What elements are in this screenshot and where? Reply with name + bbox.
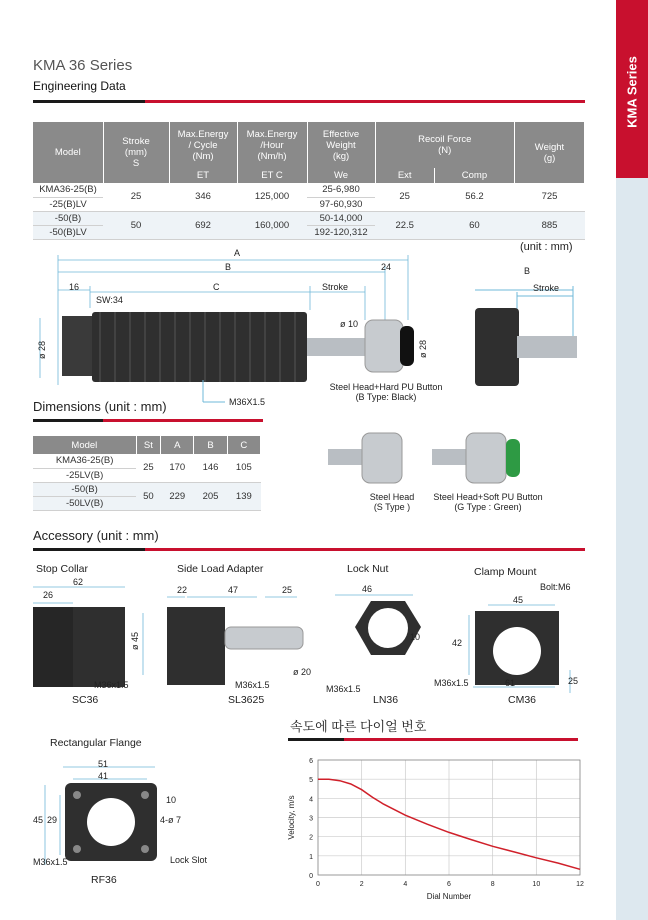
g-type-label: Steel Head+Soft PU Button (G Type : Green) xyxy=(433,492,543,512)
th-ext: Ext xyxy=(375,168,434,183)
th-dim-a: A xyxy=(161,436,194,454)
th-dim-st: St xyxy=(136,436,160,454)
cell: 50 xyxy=(136,482,160,510)
th-etc: ET C xyxy=(237,168,307,183)
x-tick-label: 4 xyxy=(403,881,408,888)
dimensions-table xyxy=(33,436,261,511)
sl-47: 47 xyxy=(228,585,239,595)
cm-45: 45 xyxy=(513,595,524,605)
cm-m36: M36x1.5 xyxy=(434,678,469,688)
cell: 25 xyxy=(136,454,160,482)
cell: 885 xyxy=(515,211,585,239)
rf-holes: 4-ø 7 xyxy=(160,815,182,825)
y-tick-label: 2 xyxy=(309,834,313,842)
side-load-adapter-title: Side Load Adapter xyxy=(177,563,264,575)
dim-phi28-right: ø 28 xyxy=(418,339,429,359)
y-tick-label: 4 xyxy=(309,796,313,804)
cell: 160,000 xyxy=(237,211,307,239)
cm-name: CM36 xyxy=(508,694,537,706)
rf-name: RF36 xyxy=(91,874,117,886)
cell: 22.5 xyxy=(375,211,434,239)
piston-rod xyxy=(307,338,367,356)
dimensions-title: Dimensions (unit : mm) xyxy=(33,399,167,414)
x-tick-label: 0 xyxy=(316,881,320,888)
y-tick-label: 6 xyxy=(309,758,313,765)
table-row xyxy=(33,211,585,225)
velocity-chart xyxy=(280,750,600,905)
th-et: ET xyxy=(169,168,237,183)
s-type-head xyxy=(362,433,402,483)
cell: KMA36-25(B) xyxy=(33,454,136,468)
cell: -50LV(B) xyxy=(33,496,136,510)
cell: -25(B)LV xyxy=(33,197,103,211)
s-type-label: Steel Head (S Type ) xyxy=(369,492,415,512)
cell: 56.2 xyxy=(434,183,514,211)
cell: 50-14,000 xyxy=(307,211,375,225)
sl-25: 25 xyxy=(282,585,293,595)
soft-pu-button xyxy=(506,439,520,477)
cell: 205 xyxy=(194,482,227,510)
th-recoil: Recoil Force (N) xyxy=(375,122,515,168)
dim-16: 16 xyxy=(69,282,80,292)
th-max-hour: Max.Energy /Hour (Nm/h) xyxy=(237,122,307,168)
th-dim-c: C xyxy=(227,436,260,454)
side-load-adapter-shape xyxy=(167,607,225,685)
dim-b: B xyxy=(225,262,232,272)
dimensions-bar xyxy=(33,419,263,422)
cell: 25 xyxy=(375,183,434,211)
b-type-label: Steel Head+Hard PU Button (B Type: Black) xyxy=(329,382,443,402)
cell: 146 xyxy=(194,454,227,482)
cell: 170 xyxy=(161,454,194,482)
rf-title: Rectangular Flange xyxy=(50,737,142,749)
cell: 97-60,930 xyxy=(307,197,375,211)
accessory-bar xyxy=(33,548,585,551)
dim-b2: B xyxy=(524,266,531,276)
chart-title: 속도에 따른 다이얼 번호 xyxy=(290,719,427,734)
dim-stroke2: Stroke xyxy=(533,283,560,293)
rf-10: 10 xyxy=(166,795,177,805)
table-row xyxy=(33,454,261,468)
rf-m36: M36x1.5 xyxy=(33,857,68,867)
x-tick-label: 10 xyxy=(532,881,541,888)
dim-c: C xyxy=(213,282,220,292)
sc-m36: M36x1.5 xyxy=(94,680,129,690)
sc-26: 26 xyxy=(43,590,54,600)
accessory-title: Accessory (unit : mm) xyxy=(33,528,159,543)
th-model: Model xyxy=(33,122,103,183)
x-axis-label: Dial Number xyxy=(426,892,472,901)
rf-lock-slot: Lock Slot xyxy=(170,855,208,865)
th-max-cycle: Max.Energy / Cycle (Nm) xyxy=(169,122,237,168)
dim-phi28-left: ø 28 xyxy=(37,340,48,360)
cell: -50(B) xyxy=(33,482,136,496)
sl-name: SL3625 xyxy=(228,694,265,706)
stroke-detail-drawing xyxy=(455,278,585,388)
sl-20: ø 20 xyxy=(293,667,312,677)
cell: 50 xyxy=(103,211,169,239)
th-dim-model: Model xyxy=(33,436,136,454)
chart-bar xyxy=(288,738,578,741)
sl-22: 22 xyxy=(177,585,188,595)
side-tab-label: KMA Series xyxy=(624,56,640,128)
stop-collar-title: Stop Collar xyxy=(36,563,88,575)
y-tick-label: 3 xyxy=(309,815,313,823)
th-we: We xyxy=(307,168,375,183)
g-type-head xyxy=(466,433,506,483)
rf-51: 51 xyxy=(98,759,109,769)
threaded-body xyxy=(92,312,307,382)
sc-62: 62 xyxy=(73,577,84,587)
series-title: KMA 36 Series xyxy=(33,57,133,74)
dim-24: 24 xyxy=(381,262,392,272)
rf-29: 29 xyxy=(47,815,58,825)
cm-61: 61 xyxy=(505,678,516,688)
dim-phi10: ø 10 xyxy=(340,319,359,329)
sl-m36: M36x1.5 xyxy=(235,680,270,690)
cell: 60 xyxy=(434,211,514,239)
cell: KMA36-25(B) xyxy=(33,183,103,197)
nut-end xyxy=(62,316,92,376)
rf-41: 41 xyxy=(98,771,109,781)
unit-label: (unit : mm) xyxy=(520,241,573,253)
x-tick-label: 6 xyxy=(447,881,451,888)
x-tick-label: 2 xyxy=(359,881,364,888)
table-row xyxy=(33,183,585,197)
ln-m36: M36x1.5 xyxy=(326,684,361,694)
steel-head xyxy=(365,320,403,372)
title-bar xyxy=(33,100,585,103)
lock-nut-title: Lock Nut xyxy=(347,563,389,575)
series-side-tab xyxy=(616,0,648,178)
cell: -50(B)LV xyxy=(33,225,103,239)
cell: 125,000 xyxy=(237,183,307,211)
cell: 725 xyxy=(515,183,585,211)
th-weight: Weight (g) xyxy=(515,122,585,183)
cell: 346 xyxy=(169,183,237,211)
th-effective: Effective Weight (kg) xyxy=(307,122,375,168)
x-tick-label: 12 xyxy=(576,881,584,888)
engineering-table xyxy=(33,122,585,240)
ln-name: LN36 xyxy=(373,694,399,706)
dim-m36: M36X1.5 xyxy=(229,397,266,407)
clamp-mount-title: Clamp Mount xyxy=(474,566,537,578)
rf-45: 45 xyxy=(33,815,44,825)
th-dim-b: B xyxy=(194,436,227,454)
cm-bolt: Bolt:M6 xyxy=(540,582,571,592)
cell: 139 xyxy=(227,482,260,510)
th-comp: Comp xyxy=(434,168,514,183)
y-tick-label: 0 xyxy=(309,873,313,880)
engineering-title: Engineering Data xyxy=(33,79,126,93)
cell: -25LV(B) xyxy=(33,468,136,482)
y-axis-label: Velocity, m/s xyxy=(287,795,296,840)
cm-42: 42 xyxy=(452,638,463,648)
ln-46: 46 xyxy=(362,584,373,594)
dim-a: A xyxy=(234,248,241,258)
cell: 105 xyxy=(227,454,260,482)
dim-stroke: Stroke xyxy=(322,282,349,292)
ln-10: 10 xyxy=(410,632,421,642)
x-tick-label: 8 xyxy=(490,881,495,888)
cell: 25-6,980 xyxy=(307,183,375,197)
dim-sw: SW:34 xyxy=(96,295,123,305)
cell: 229 xyxy=(161,482,194,510)
hard-pu-button xyxy=(400,326,414,366)
table-row xyxy=(33,482,261,496)
cell: 692 xyxy=(169,211,237,239)
cm-25: 25 xyxy=(568,676,579,686)
sc-name: SC36 xyxy=(72,694,99,706)
y-tick-label: 1 xyxy=(309,853,313,861)
cell: 25 xyxy=(103,183,169,211)
sc-45: ø 45 xyxy=(130,631,141,651)
cell: 192-120,312 xyxy=(307,225,375,239)
head-types-drawing xyxy=(322,425,562,490)
th-stroke: Stroke (mm) S xyxy=(103,122,169,183)
cell: -50(B) xyxy=(33,211,103,225)
y-tick-label: 5 xyxy=(309,777,313,785)
